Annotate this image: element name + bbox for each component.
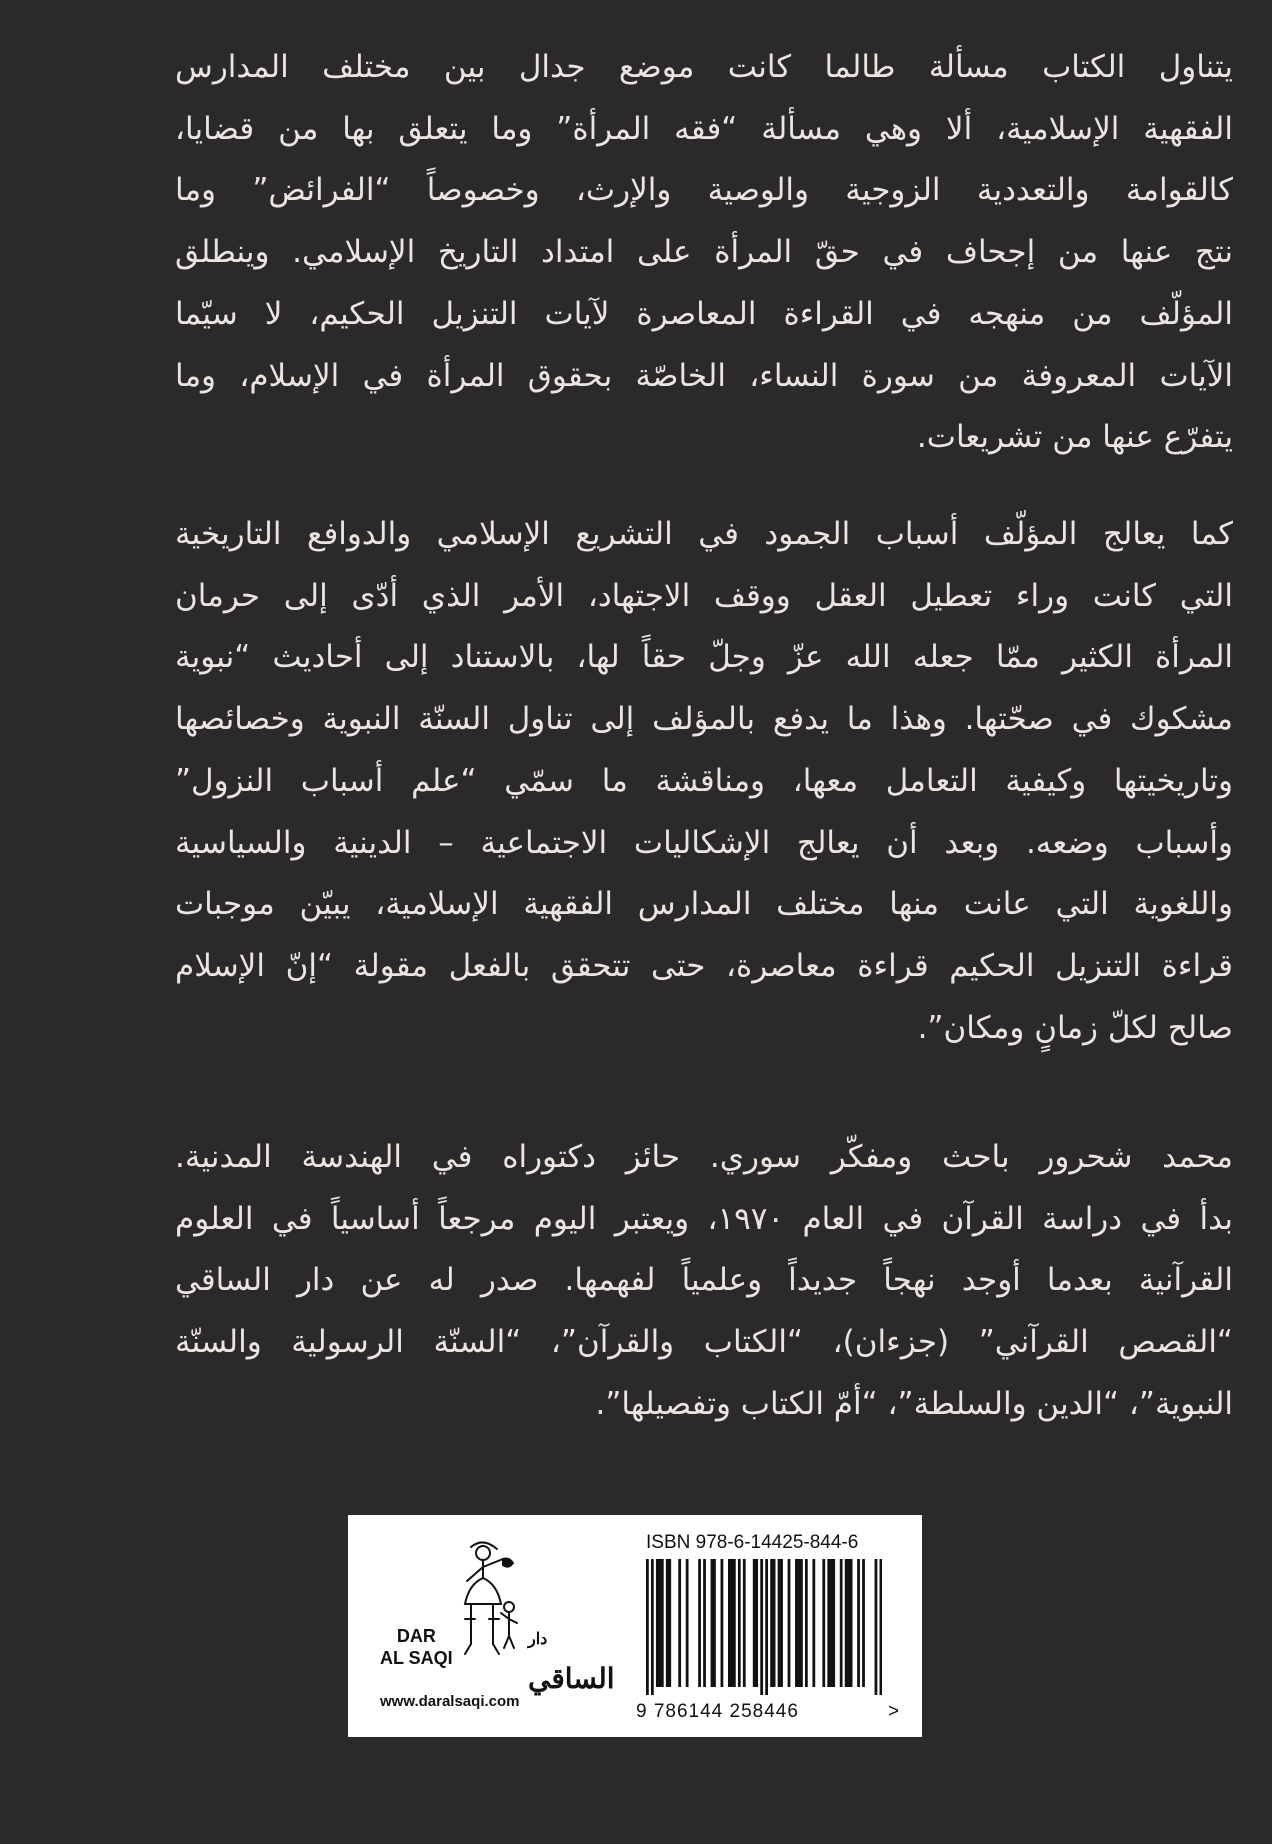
barcode-bar [743, 1559, 746, 1687]
barcode-bar [755, 1559, 758, 1687]
text-line: القرآنية بعدما أوجد نهجاً جديداً وعلمياً لفهمها. صدر له عن دار الساقي [175, 1262, 1233, 1299]
barcode-bar [753, 1559, 756, 1687]
barcode-bar [805, 1559, 808, 1687]
text-line: التي كانت وراء تعطيل العقل ووقف الاجتهاد، الأمر الذي أدّى إلى حرمان [175, 577, 1233, 614]
text-line: يتفرّع عنها من تشريعات. [916, 419, 1233, 456]
barcode-bars [646, 1559, 882, 1695]
barcode-bar [845, 1559, 848, 1687]
isbn-number: ISBN 978-6-14425-844-6 [646, 1532, 859, 1553]
barcode-bar [703, 1559, 706, 1687]
text-line: نتج عنها من إجحاف في حقّ المرأة على امتداد التاريخ الإسلامي. وينطلق [175, 234, 1233, 271]
barcode-bar [678, 1559, 681, 1687]
barcode-bar [798, 1559, 801, 1687]
blurb-paragraph-1 [175, 37, 1233, 469]
text-line: الآيات المعروفة من سورة النساء، الخاصّة بحقوق المرأة في الإسلام، وما [175, 357, 1233, 394]
blurb-paragraph-2 [175, 504, 1233, 1059]
barcode-bar [832, 1559, 835, 1687]
text-line: يتناول الكتاب مسألة طالما كانت موضع جدال بين مختلف المدارس [175, 49, 1233, 85]
barcode-digits: 9 786144 258446 [636, 1701, 799, 1722]
barcode-bar [862, 1559, 865, 1687]
barcode-bar [880, 1559, 882, 1695]
text-line: محمد شحرور باحث ومفكّر سوري. حائز دكتوراه في الهندسة المدنية. [175, 1139, 1233, 1175]
text-line: المؤلّف من منهجه في القراءة المعاصرة لآيات التنزيل الحكيم، لا سيّما [175, 295, 1233, 332]
barcode-bar [875, 1559, 878, 1695]
publisher-name-en: DAR AL SAQI [380, 1626, 453, 1668]
barcode-bar [840, 1559, 843, 1687]
barcode-bar [721, 1559, 724, 1687]
barcode-bar [830, 1559, 833, 1687]
barcode-arrow: > [888, 1701, 900, 1722]
author-bio-paragraph [175, 1127, 1233, 1436]
text-line: “القصص القرآني” (جزءان)، “الكتاب والقرآن”، “السنّة الرسولية والسنّة [175, 1324, 1233, 1361]
text-line: وأسباب وضعه. وبعد أن يعالج الإشكاليات الاجتماعية – الدينية والسياسية [175, 824, 1233, 861]
barcode-bar [780, 1559, 783, 1687]
barcode-bar [711, 1559, 714, 1687]
barcode-bar [770, 1559, 773, 1687]
text-line: قراءة التنزيل الحكيم قراءة معاصرة، حتى تتحقق بالفعل مقولة “إنّ الإسلام [175, 947, 1233, 984]
barcode-bar [646, 1559, 649, 1695]
text-line: الفقهية الإسلامية، ألا وهي مسألة “فقه المرأة” وما يتعلق بها من قضايا، [175, 110, 1233, 147]
barcode-bar [760, 1559, 763, 1695]
text-line: كالقوامة والتعددية الزوجية والوصية والإرث، وخصوصاً “الفرائض” وما [175, 172, 1233, 209]
barcode-bar [651, 1559, 654, 1695]
text-line: المرأة الكثير ممّا جعله الله عزّ وجلّ حقاً لها، بالاستناد إلى أحاديث “نبوية [175, 639, 1233, 676]
barcode-bar [661, 1559, 664, 1687]
publisher-website: www.daralsaqi.com [380, 1693, 520, 1710]
barcode-bar [812, 1559, 815, 1687]
barcode-bar [733, 1559, 736, 1687]
barcode-bar [686, 1559, 689, 1687]
barcode-bar [668, 1559, 671, 1687]
barcode-bar [850, 1559, 853, 1687]
publisher-name-ar: $^{دار}$ الساقي [528, 1629, 615, 1695]
barcode-bar [666, 1559, 669, 1687]
barcode-bar [765, 1559, 768, 1695]
barcode-bar [713, 1559, 716, 1687]
text-line: مشكوك في صحّتها. وهذا ما يدفع بالمؤلف إلى تناول السنّة النبوية وخصائصها [175, 701, 1233, 738]
text-line: واللغوية التي عانت منها مختلف المدارس الفقهية الإسلامية، يبيّن موجبات [175, 886, 1233, 923]
barcode-bar [728, 1559, 731, 1687]
barcode-bar [847, 1559, 850, 1687]
barcode-bar [857, 1559, 860, 1687]
barcode-bar [658, 1559, 661, 1687]
barcode-bar [822, 1559, 825, 1687]
barcode-bar [698, 1559, 701, 1687]
barcode-bar [795, 1559, 798, 1687]
barcode-bar [827, 1559, 830, 1687]
barcode-label [348, 1515, 922, 1737]
barcode-bar [738, 1559, 741, 1687]
barcode-bar [800, 1559, 803, 1687]
barcode-bar [773, 1559, 776, 1687]
saqi-figure-illustration [441, 1537, 525, 1667]
text-line: صالح لكلّ زمانٍ ومكان”. [917, 1009, 1233, 1046]
barcode-bar [730, 1559, 733, 1687]
barcode-bar [656, 1559, 659, 1687]
text-line: النبوية”، “الدين والسلطة”، “أمّ الكتاب وتفصيلها”. [595, 1385, 1233, 1422]
text-line: وتاريخيتها وكيفية التعامل معها، ومناقشة ما سمّي “علم أسباب النزول” [175, 762, 1233, 799]
text-line: بدأ في دراسة القرآن في العام ١٩٧٠، ويعتبر اليوم مرجعاً أساسياً في العلوم [175, 1200, 1234, 1237]
text-line: كما يعالج المؤلّف أسباب الجمود في التشريع الإسلامي والدوافع التاريخية [175, 516, 1233, 552]
barcode-bar [778, 1559, 781, 1687]
barcode-bar [788, 1559, 791, 1687]
publisher-logo [348, 1515, 620, 1737]
